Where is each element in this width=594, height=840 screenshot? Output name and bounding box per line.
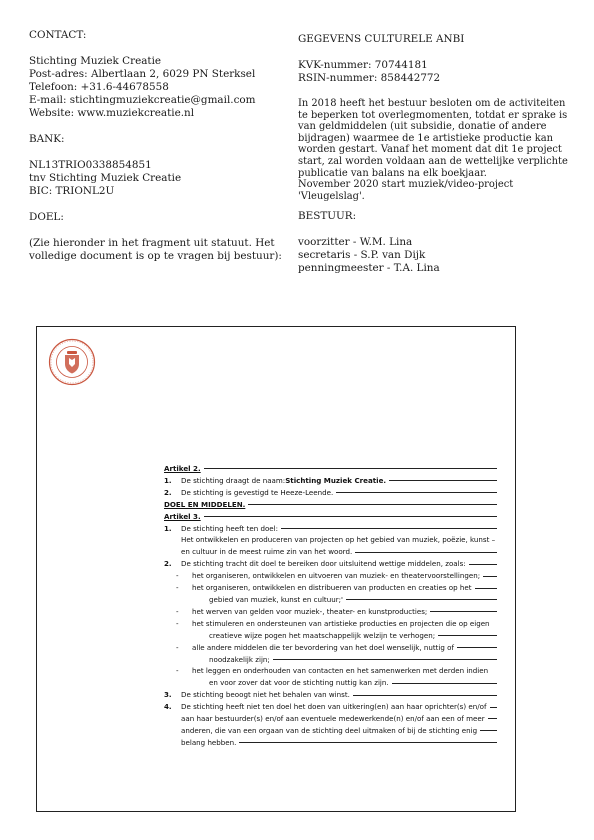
project-note: November 2020 start muziek/video-project 'Vleugelslag'. bbox=[298, 179, 514, 202]
section-heading: DOEL EN MIDDELEN. bbox=[164, 499, 497, 511]
anbi-heading: GEGEVENS CULTURELE ANBI bbox=[298, 33, 465, 45]
doel-note-line: volledige document is op te vragen bij bestuur): bbox=[29, 250, 282, 262]
list-item: 3. De stichting beoogt niet het behalen van winst. bbox=[164, 689, 497, 701]
anbi-column bbox=[298, 33, 578, 275]
notary-seal-icon bbox=[48, 338, 96, 386]
bullet-continuation: noodzakelijk zijn; bbox=[164, 654, 497, 666]
bullet-item: - het organiseren, ontwikkelen en distribueren van producten en creaties op het bbox=[164, 582, 497, 594]
board-member: secretaris - S.P. van Dijk bbox=[298, 249, 426, 262]
bullet-item: - het organiseren, ontwikkelen en uitvoeren van muziek- en theatervoorstellingen; bbox=[164, 570, 497, 582]
bullet-item: - het stimuleren en ondersteunen van artistieke producties en projecten die op eigen bbox=[176, 618, 490, 628]
list-item-continuation: Het ontwikkelen en produceren van projecten op het gebied van muziek, poëzie, kunst – bbox=[181, 535, 496, 545]
kvk-number: KVK-nummer: 70744181 bbox=[298, 59, 428, 71]
postal-address: Post-adres: Albertlaan 2, 6029 PN Sterksel bbox=[29, 68, 256, 80]
contact-heading: CONTACT: bbox=[29, 29, 87, 41]
rsin-number: RSIN-nummer: 858442772 bbox=[298, 72, 441, 84]
bullet-continuation: gebied van muziek, kunst en cultuur;' bbox=[164, 594, 497, 606]
list-item-continuation: aan haar bestuurder(s) en/of aan eventuele medewerkende(n) en/of aan een of meer bbox=[164, 713, 497, 725]
doel-note-line: (Zie hieronder in het fragment uit statuut. Het bbox=[29, 237, 275, 249]
list-item: 2. De stichting tracht dit doel te bereiken door uitsluitend wettige middelen, zoals: bbox=[164, 558, 497, 570]
list-item-continuation: anderen, die van een orgaan van de stichting deel uitmaken of bij de stichting enig bbox=[164, 725, 497, 737]
contact-column bbox=[29, 29, 282, 263]
doel-heading: DOEL: bbox=[29, 211, 64, 223]
list-item-continuation: belang hebben. bbox=[164, 737, 497, 749]
iban: NL13TRIO0338854851 bbox=[29, 159, 152, 171]
bullet-continuation: en voor zover dat voor de stichting nuttig kan zijn. bbox=[164, 677, 497, 689]
list-item: 1. De stichting heeft ten doel: bbox=[164, 523, 497, 535]
bullet-continuation: creatieve wijze pogen het maatschappelijk welzijn te verhogen; bbox=[164, 630, 497, 642]
board-member: penningmeester - T.A. Lina bbox=[298, 262, 440, 275]
bestuur-heading: BESTUUR: bbox=[298, 210, 357, 223]
account-holder: tnv Stichting Muziek Creatie bbox=[29, 172, 182, 184]
list-item: 4. De stichting heeft niet ten doel het doen van uitkering(en) aan haar oprichter(s) en/of bbox=[164, 701, 497, 713]
org-name: Stichting Muziek Creatie bbox=[29, 55, 162, 67]
board-member: voorzitter - W.M. Lina bbox=[298, 236, 413, 249]
article-heading: Artikel 3. bbox=[164, 511, 497, 523]
bank-heading: BANK: bbox=[29, 133, 65, 145]
bullet-item: - het werven van gelden voor muziek-, theater- en kunstproducties; bbox=[164, 606, 497, 618]
bullet-item: - alle andere middelen die ter bevordering van het doel wenselijk, nuttig of bbox=[164, 642, 497, 654]
list-item-continuation: en cultuur in de meest ruime zin van het woord. bbox=[164, 546, 497, 558]
website: Website: www.muziekcreatie.nl bbox=[29, 107, 195, 119]
article-heading: Artikel 2. bbox=[164, 463, 497, 475]
email-address: E-mail: stichtingmuziekcreatie@gmail.com bbox=[29, 94, 256, 106]
list-item: 1. De stichting draagt de naam: Stichting Muziek Creatie. bbox=[164, 475, 497, 487]
bullet-item: - het leggen en onderhouden van contacten en het samenwerken met derden indien bbox=[176, 666, 489, 676]
phone-number: Telefoon: +31.6-44678558 bbox=[29, 81, 169, 93]
list-item: 2. De stichting is gevestigd te Heeze-Leende. bbox=[164, 487, 497, 499]
anbi-paragraph: In 2018 heeft het bestuur besloten om de activiteiten te beperken tot overlegmomenten, totdat er sprake is van geldmiddelen (uit subsidie, donatie of andere bijdragen) waarmee de 1e artistieke productie kan worden gestart. Vanaf het moment dat dit 1e project start, zal worden voldaan aan de wettelijke verplichte publicatie van balans na elk boekjaar. bbox=[298, 98, 568, 179]
statute-scan bbox=[36, 326, 516, 812]
statute-text bbox=[164, 463, 497, 749]
bic: BIC: TRIONL2U bbox=[29, 185, 115, 197]
